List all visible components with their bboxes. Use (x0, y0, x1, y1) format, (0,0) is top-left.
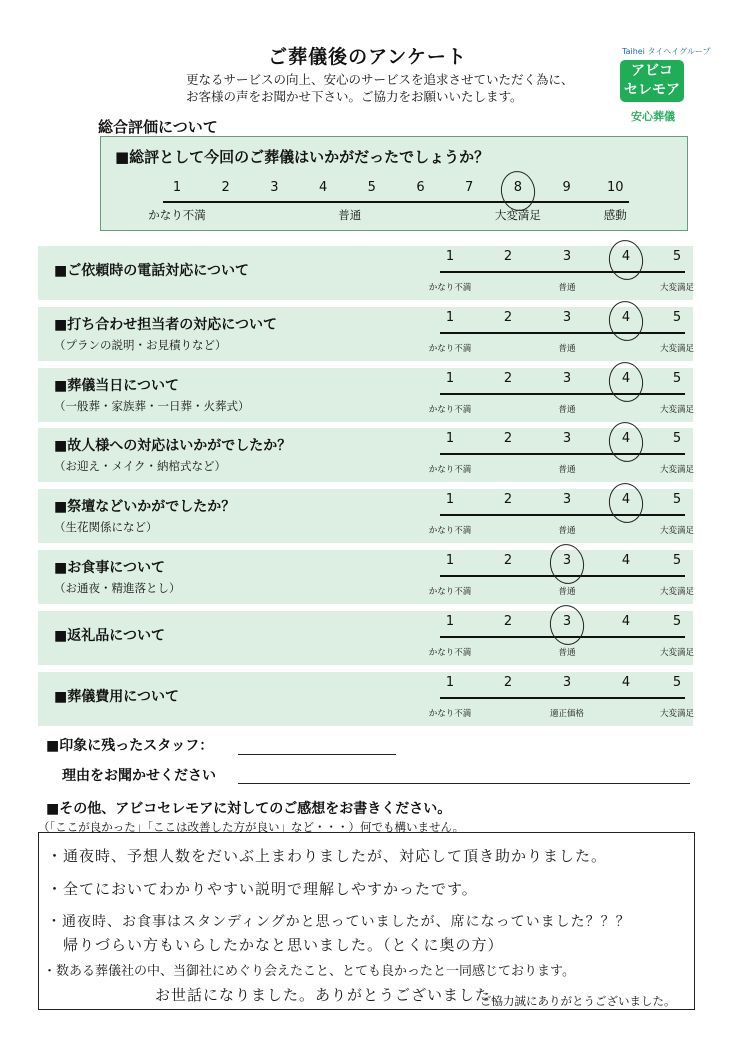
rating-scale-number[interactable]: 2 (503, 675, 513, 690)
rating-question: ■葬儀当日について (54, 378, 179, 394)
reason-input-line[interactable] (238, 783, 690, 784)
rating-scale-number[interactable]: 5 (672, 431, 682, 446)
rating-scale-number[interactable]: 2 (503, 614, 513, 629)
rating-row (38, 428, 693, 482)
rating-scale-number[interactable]: 2 (503, 249, 513, 264)
rating-scale-line (440, 271, 685, 273)
overall-scale-number[interactable]: 8 (513, 180, 523, 195)
overall-scale-line (163, 201, 629, 203)
rating-selection-circle (547, 602, 587, 647)
rating-selection-circle (606, 480, 646, 525)
overall-scale-number[interactable]: 1 (172, 180, 182, 195)
rating-label-low: かなり不満 (428, 283, 472, 293)
rating-row (38, 550, 693, 604)
intro-line-2: お客様の声をお聞かせ下さい。ご協力をお願いいたします。 (186, 89, 523, 104)
rating-label-low: かなり不満 (428, 526, 472, 536)
rating-scale-line (440, 332, 685, 334)
rating-label-mid: 普通 (558, 283, 576, 293)
group-logo-text: Taihei タイヘイグループ (622, 47, 711, 56)
rating-scale-line (440, 514, 685, 516)
brand-logo-line-1: アビコ (631, 63, 673, 79)
brand-tagline: 安心葬儀 (631, 110, 675, 123)
rating-question: ■お食事について (54, 560, 165, 576)
rating-label-high: 大変満足 (659, 709, 695, 719)
rating-selection-circle (606, 359, 646, 404)
rating-scale-line (440, 393, 685, 395)
rating-question: ■葬儀費用について (54, 689, 179, 705)
rating-question: ■故人様への対応はいかがでしたか？ (54, 438, 292, 454)
rating-label-high: 大変満足 (659, 526, 695, 536)
rating-scale-number[interactable]: 4 (621, 492, 631, 507)
reason-label: 理由をお聞かせください (62, 768, 216, 784)
rating-scale-number[interactable]: 4 (621, 614, 631, 629)
rating-scale-number[interactable]: 1 (445, 675, 455, 690)
rating-scale-number[interactable]: 3 (562, 310, 572, 325)
rating-question: ■返礼品について (54, 628, 165, 644)
rating-scale-number[interactable]: 4 (621, 310, 631, 325)
rating-scale-number[interactable]: 4 (621, 553, 631, 568)
rating-label-high: 大変満足 (659, 648, 695, 658)
rating-scale-number[interactable]: 3 (562, 675, 572, 690)
rating-scale-line (440, 453, 685, 455)
rating-label-high: 大変満足 (659, 587, 695, 597)
section-title: 総合評価について (98, 118, 218, 136)
rating-label-high: 大変満足 (659, 283, 695, 293)
overall-label-low: かなり不満 (148, 208, 206, 222)
rating-label-low: かなり不満 (428, 709, 472, 719)
comments-box[interactable] (38, 832, 695, 1010)
rating-selection-circle (547, 541, 587, 586)
rating-question-sub: （一般葬・家族葬・一日葬・火葬式） (54, 399, 250, 413)
rating-scale-number[interactable]: 3 (562, 614, 572, 629)
rating-scale-number[interactable]: 3 (562, 431, 572, 446)
rating-question: ■祭壇などいかがでしたか？ (54, 499, 236, 515)
rating-scale-number[interactable]: 3 (562, 371, 572, 386)
rating-label-mid: 普通 (558, 344, 576, 354)
overall-scale-number[interactable]: 6 (416, 180, 425, 195)
rating-scale-number[interactable]: 5 (672, 675, 682, 690)
rating-label-low: かなり不満 (428, 465, 472, 475)
brand-logo (620, 60, 684, 102)
comments-question: ■その他、アビコセレモアに対してのご感想をお書きください。 (46, 801, 452, 817)
intro-line-1: 更なるサービスの向上、安心のサービスを追求させていただく為に、 (186, 72, 574, 87)
rating-row (38, 672, 693, 726)
brand-logo-line-2: セレモア (624, 82, 680, 98)
rating-label-high: 大変満足 (659, 344, 695, 354)
thanks-text: ご協力誠にありがとうございました。 (480, 994, 676, 1008)
overall-scale-number[interactable]: 9 (562, 180, 571, 195)
comments-note: （「ここが良かった」「ここは改善した方が良い」など・・・）何でも構いません。 (38, 820, 465, 834)
rating-scale-number[interactable]: 1 (445, 249, 455, 264)
rating-scale-number[interactable]: 5 (672, 310, 682, 325)
staff-label: ■印象に残ったスタッフ： (46, 738, 214, 754)
rating-label-mid: 普通 (558, 526, 576, 536)
rating-scale-number[interactable]: 4 (621, 675, 631, 690)
handwritten-line-5: ・数ある葬儀社の中、当御社にめぐり会えたこと、とても良かったと一同感じております。 (43, 964, 575, 979)
rating-scale-number[interactable]: 5 (672, 492, 682, 507)
rating-selection-circle (606, 298, 646, 343)
rating-label-low: かなり不満 (428, 587, 472, 597)
rating-question-sub: （お迎え・メイク・納棺式など） (54, 459, 227, 473)
rating-selection-circle (606, 237, 646, 282)
rating-row (38, 307, 693, 361)
handwritten-line-6: お世話になりました。ありがとうございました。 (139, 986, 508, 1004)
rating-label-mid: 普通 (558, 405, 576, 415)
rating-scale-number[interactable]: 5 (672, 614, 682, 629)
overall-scale-number[interactable]: 2 (221, 180, 230, 195)
rating-scale-number[interactable]: 4 (621, 249, 631, 264)
rating-scale-number[interactable]: 1 (445, 371, 455, 386)
staff-input-line[interactable] (238, 754, 396, 755)
rating-scale-number[interactable]: 2 (503, 431, 513, 446)
overall-label-top: 感動 (603, 208, 627, 222)
overall-scale-number[interactable]: 5 (367, 180, 376, 195)
overall-label-mid: 普通 (338, 208, 362, 222)
rating-scale-number[interactable]: 4 (621, 431, 631, 446)
rating-row (38, 611, 693, 665)
rating-question-sub: （生花関係になど） (54, 520, 158, 534)
rating-label-mid: 適正価格 (549, 709, 585, 719)
page-title: ご葬儀後のアンケート (268, 46, 467, 68)
rating-label-low: かなり不満 (428, 344, 472, 354)
overall-rating-panel (100, 136, 688, 231)
rating-question: ■ご依頼時の電話対応について (54, 263, 249, 279)
rating-scale-number[interactable]: 5 (672, 371, 682, 386)
rating-question-sub: （お通夜・精進落とし） (54, 581, 181, 595)
rating-label-low: かなり不満 (428, 648, 472, 658)
overall-scale-number[interactable]: 7 (465, 180, 474, 195)
rating-scale-number[interactable]: 2 (503, 553, 513, 568)
rating-label-mid: 普通 (558, 648, 576, 658)
rating-scale-number[interactable]: 1 (445, 310, 455, 325)
overall-label-high: 大変満足 (494, 208, 541, 222)
rating-row (38, 246, 693, 300)
rating-question: ■打ち合わせ担当者の対応について (54, 317, 277, 333)
rating-scale-number[interactable]: 1 (445, 614, 455, 629)
rating-label-high: 大変満足 (659, 405, 695, 415)
handwritten-line-3: ・通夜時、お食事はスタンディングかと思っていましたが、席になっていました？？？ (47, 914, 631, 930)
rating-scale-number[interactable]: 3 (562, 249, 572, 264)
rating-scale-number[interactable]: 1 (445, 431, 455, 446)
rating-scale-number[interactable]: 2 (503, 492, 513, 507)
overall-scale-number[interactable]: 4 (318, 180, 328, 195)
rating-row (38, 368, 693, 422)
rating-label-mid: 普通 (558, 465, 576, 475)
rating-scale-number[interactable]: 2 (503, 371, 513, 386)
overall-scale-number[interactable]: 10 (607, 180, 624, 195)
rating-scale-number[interactable]: 5 (672, 553, 682, 568)
handwritten-line-2: ・全てにおいてわかりやすい説明で理解しやすかったです。 (47, 880, 478, 898)
rating-scale-number[interactable]: 3 (562, 553, 572, 568)
rating-row (38, 489, 693, 543)
intro-text (186, 71, 606, 105)
handwritten-line-4: 帰りづらい方もいらしたかなと思いました。（とくに奥の方） (47, 936, 504, 954)
overall-scale-number[interactable]: 3 (270, 180, 279, 195)
rating-question-sub: （プランの説明・お見積りなど） (54, 338, 227, 352)
rating-scale-line (440, 697, 685, 699)
rating-scale-number[interactable]: 1 (445, 553, 455, 568)
rating-label-high: 大変満足 (659, 465, 695, 475)
overall-question: ■総評として今回のご葬儀はいかがだったでしょうか？ (115, 148, 490, 166)
rating-scale-number[interactable]: 5 (672, 249, 682, 264)
rating-selection-circle (606, 419, 646, 464)
rating-scale-number[interactable]: 4 (621, 371, 631, 386)
handwritten-line-1: ・通夜時、予想人数をだいぶ上まわりましたが、対応して頂き助かりました。 (47, 847, 608, 865)
rating-scale-number[interactable]: 2 (503, 310, 513, 325)
rating-scale-number[interactable]: 3 (562, 492, 572, 507)
rating-scale-number[interactable]: 1 (445, 492, 455, 507)
rating-label-mid: 普通 (558, 587, 576, 597)
rating-label-low: かなり不満 (428, 405, 472, 415)
